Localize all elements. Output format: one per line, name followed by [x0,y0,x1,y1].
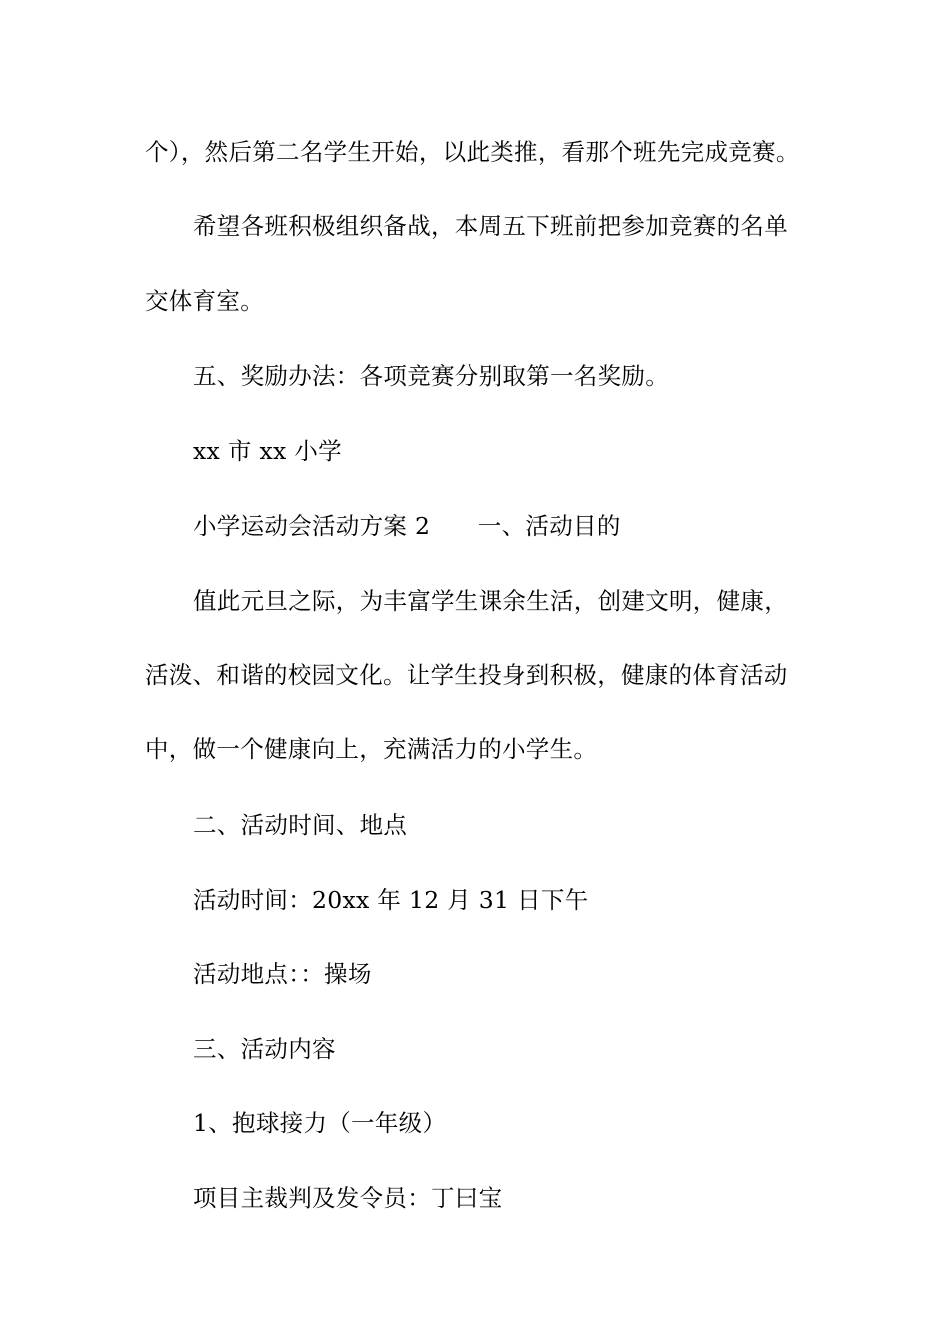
paragraph-purpose-line-3: 中，做一个健康向上，充满活力的小学生。 [145,735,598,763]
paragraph-purpose: 值此元旦之际，为丰富学生课余生活，创建文明，健康， [193,587,788,615]
activity-time: 活动时间：20xx 年 12 月 31 日下午 [193,886,589,914]
event-item-relay: 1、抱球接力（一年级） [193,1109,447,1137]
section-heading-time-place: 二、活动时间、地点 [193,811,408,839]
school-signature: xx 市 xx 小学 [193,437,342,465]
paragraph-continuation: 个），然后第二名学生开始，以此类推，看那个班先完成竞赛。 [145,138,800,166]
activity-location: 活动地点：：操场 [193,960,372,988]
paragraph-registration: 希望各班积极组织备战，本周五下班前把参加竞赛的名单 [193,212,788,240]
paragraph-purpose-line-2: 活泼、和谐的校园文化。让学生投身到积极，健康的体育活动 [145,661,788,689]
plan-title: 小学运动会活动方案 2 一、活动目的 [193,512,621,540]
section-heading-content: 三、活动内容 [193,1035,336,1063]
paragraph-registration-end: 交体育室。 [145,287,264,315]
section-heading-rewards: 五、奖励办法：各项竞赛分别取第一名奖励。 [193,362,669,390]
event-referee: 项目主裁判及发令员：丁曰宝 [193,1184,503,1212]
